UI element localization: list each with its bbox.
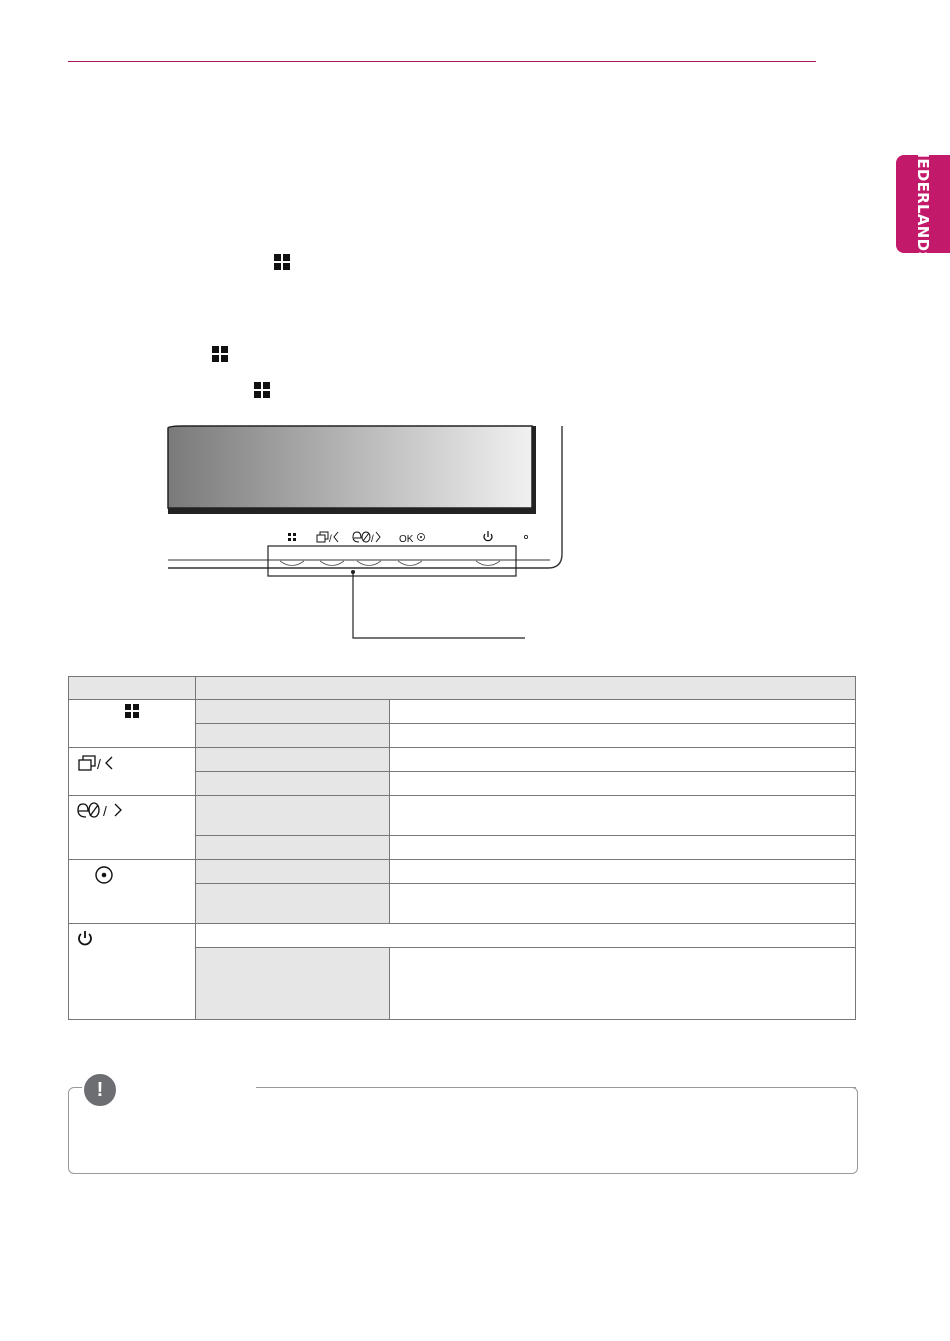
input-icon <box>75 752 125 772</box>
svg-text:/: / <box>97 756 101 772</box>
svg-text:/: / <box>329 534 332 545</box>
table-row <box>69 796 196 860</box>
table-row <box>69 748 196 796</box>
svg-text:/: / <box>103 803 107 819</box>
header-rule <box>68 61 816 62</box>
grid-icon <box>274 254 290 270</box>
language-tab-label: NEDERLANDS <box>914 145 932 263</box>
svg-text:OK: OK <box>399 534 414 545</box>
eco-button-icon <box>353 532 380 542</box>
monitor-diagram <box>160 420 570 650</box>
button-table <box>68 676 856 1020</box>
table-row <box>69 700 196 748</box>
table-header-cell <box>196 677 856 700</box>
ok-circle-icon <box>93 864 115 886</box>
screen <box>168 426 532 508</box>
power-icon <box>75 928 95 948</box>
menu-button-icon <box>288 533 296 541</box>
grid-icon <box>125 704 139 718</box>
table-header-cell <box>69 677 196 700</box>
table-row <box>69 860 196 924</box>
grid-icon <box>254 382 270 398</box>
eco-icon <box>75 800 131 820</box>
svg-text:/: / <box>371 534 374 545</box>
table-row <box>69 924 196 1020</box>
power-button-icon <box>484 531 492 541</box>
note-box <box>68 1087 858 1174</box>
note-warning-icon: ! <box>82 1072 118 1108</box>
grid-icon <box>212 346 228 362</box>
language-tab <box>896 145 950 263</box>
input-button-icon <box>317 532 338 542</box>
